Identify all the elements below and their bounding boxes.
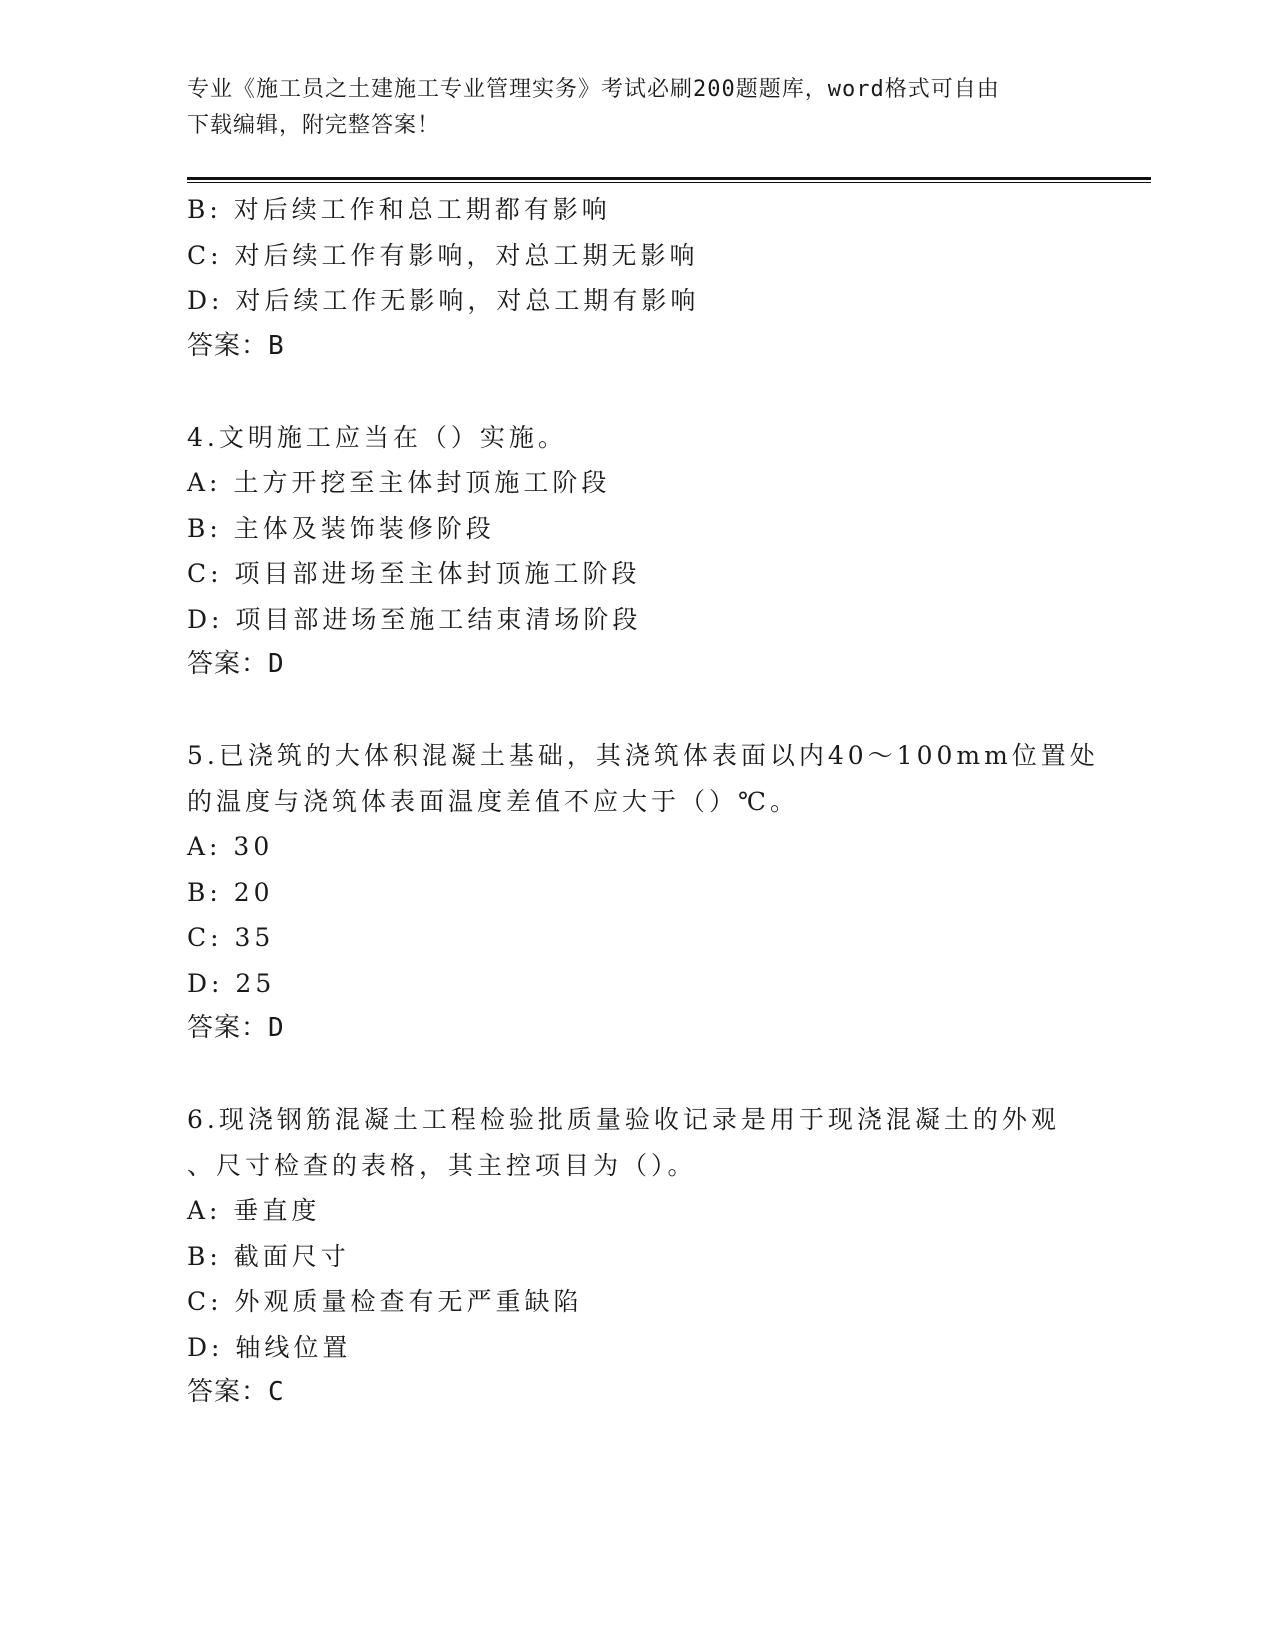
option-c: C: 35 (187, 923, 275, 952)
question-stem-line-2: 的温度与浇筑体表面温度差值不应大于（）℃。 (187, 786, 799, 816)
question-stem: 4.文明施工应当在（）实施。 (187, 422, 567, 452)
question-3-continued (187, 187, 1087, 369)
question-list (187, 187, 1099, 1416)
option-b: B: 对后续工作和总工期都有影响 (187, 195, 611, 224)
option-d: D: 对后续工作无影响，对总工期有影响 (187, 286, 700, 315)
option-c: C: 外观质量检查有无严重缺陷 (187, 1287, 583, 1316)
option-d: D: 25 (187, 968, 276, 998)
option-a: A: 垂直度 (187, 1196, 321, 1225)
option-b: B: 截面尺寸 (187, 1241, 350, 1271)
question-5 (187, 733, 1099, 1052)
header-line-1: 专业《施工员之土建施工专业管理实务》考试必刷200题题库，word格式可自由 (187, 77, 1000, 102)
answer-line: 答案：B (187, 330, 285, 361)
spacer (187, 1052, 1087, 1098)
spacer (187, 688, 1087, 734)
option-d: D: 轴线位置 (187, 1332, 352, 1362)
question-stem-line-2: 、尺寸检查的表格，其主控项目为（）。 (187, 1150, 697, 1180)
answer-line: 答案：D (187, 649, 285, 679)
option-b: B: 主体及装饰装修阶段 (187, 513, 495, 543)
header-line-2: 下载编辑，附完整答案！ (187, 113, 441, 138)
question-4 (187, 415, 1087, 688)
answer-line: 答案：C (187, 1377, 285, 1407)
document-header (187, 72, 1067, 144)
option-d: D: 项目部进场至施工结束清场阶段 (187, 604, 642, 634)
option-c: C: 对后续工作有影响，对总工期无影响 (187, 240, 699, 270)
header-divider-thin (187, 182, 1151, 183)
header-divider-thick (187, 177, 1151, 180)
question-stem-line-1: 6.现浇钢筋混凝土工程检验批质量验收记录是用于现浇混凝土的外观 (187, 1105, 1060, 1134)
option-a: A: 土方开挖至主体封顶施工阶段 (187, 468, 611, 497)
option-b: B: 20 (187, 877, 274, 907)
question-stem-line-1: 5.已浇筑的大体积混凝土基础，其浇筑体表面以内40～100mm位置处 (187, 741, 1099, 770)
question-6 (187, 1097, 1087, 1416)
option-a: A: 30 (187, 832, 274, 861)
option-c: C: 项目部进场至主体封顶施工阶段 (187, 559, 641, 588)
spacer (187, 369, 1087, 415)
answer-line: 答案：D (187, 1013, 285, 1043)
